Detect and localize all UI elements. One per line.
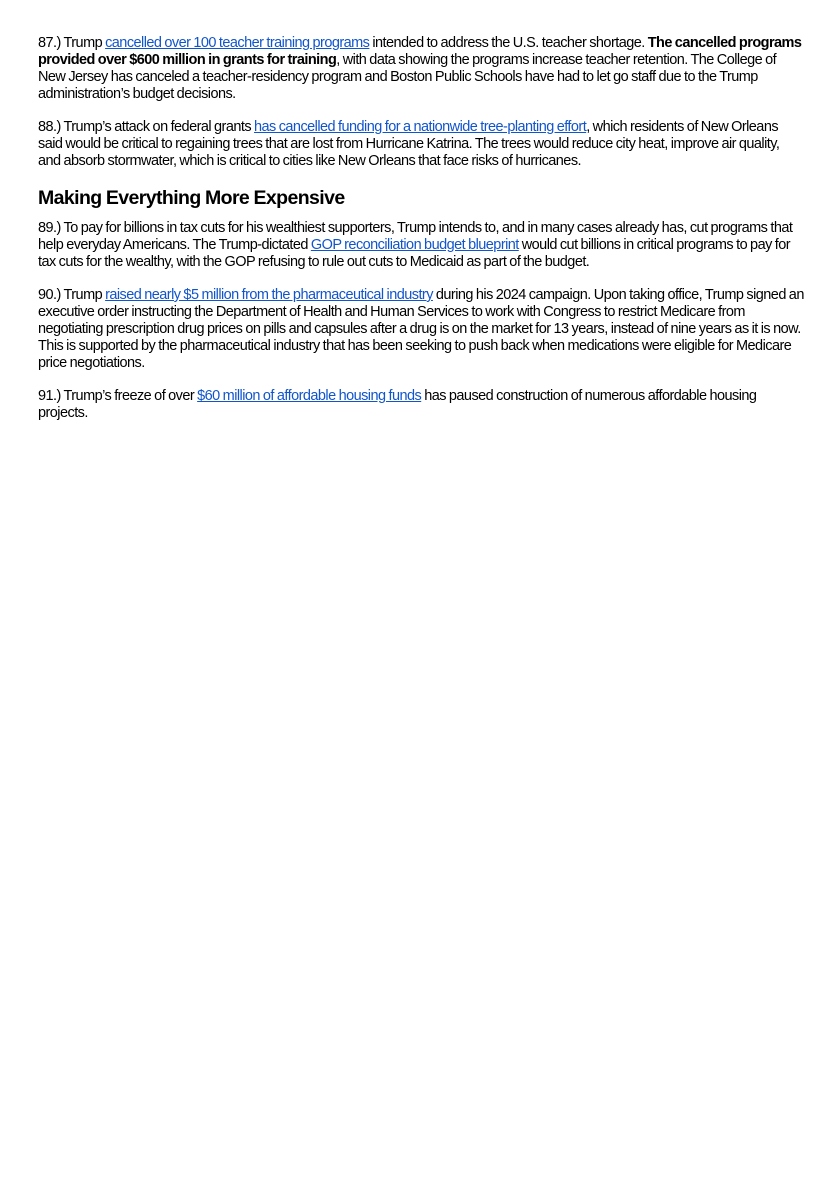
paragraph-88-prefix: 88.) Trump’s attack on federal grants — [38, 119, 255, 135]
paragraph-91 — [38, 388, 804, 422]
link-pharmaceutical-industry[interactable]: raised nearly $5 million from the pharmaceutical industry — [105, 287, 433, 303]
paragraph-91-prefix: 91.) Trump’s freeze of over — [38, 388, 198, 404]
paragraph-87-suffix: , with data showing the programs increase teacher retention. The College of New Jersey has canceled a teacher-residency program and Boston Public Schools have had to let go staff due to the Trump administration’s budget decisions. — [38, 52, 777, 102]
paragraph-89-suffix: would cut billions in critical programs to pay for tax cuts for the wealthy, with the GOP refusing to rule out cuts to Medicaid as part of the budget. — [38, 237, 791, 270]
paragraph-87-bold: The cancelled programs provided over $600 million in grants for training — [38, 35, 802, 68]
document-page — [38, 35, 804, 438]
paragraph-91-suffix: has paused construction of numerous affordable housing projects. — [38, 388, 757, 421]
paragraph-90-prefix: 90.) Trump — [38, 287, 106, 303]
link-tree-planting-effort[interactable]: has cancelled funding for a nationwide tree-planting effort — [254, 119, 587, 135]
paragraph-87-mid: intended to address the U.S. teacher shortage. — [369, 35, 648, 51]
paragraph-90 — [38, 287, 804, 372]
paragraph-89-prefix: 89.) To pay for billions in tax cuts for his wealthiest supporters, Trump intends to, and in many cases already has, cut programs that help everyday Americans. The Trump-dictated — [38, 220, 793, 253]
link-gop-budget-blueprint[interactable]: GOP reconciliation budget blueprint — [310, 237, 519, 253]
paragraph-89 — [38, 220, 804, 271]
section-heading: Making Everything More Expensive — [38, 187, 345, 209]
paragraph-87-prefix: 87.) Trump — [38, 35, 106, 51]
link-teacher-training-programs[interactable]: cancelled over 100 teacher training programs — [105, 35, 370, 51]
paragraph-87 — [38, 35, 804, 103]
paragraph-90-suffix: during his 2024 campaign. Upon taking office, Trump signed an executive order instructing the Department of Health and Human Services to work with Congress to restrict Medicare from negotiating prescription drug prices on pills and capsules after a drug is on the market for 13 years, instead of nine years as it is now. This is supported by the pharmaceutical industry that has been seeking to push back when medications were eligible for Medicare price negotiations. — [38, 287, 804, 371]
paragraph-88-suffix: , which residents of New Orleans said would be critical to regaining trees that are lost from Hurricane Katrina. The trees would reduce city heat, improve air quality, and absorb stormwater, which is critical to cities like New Orleans that face risks of hurricanes. — [38, 119, 780, 169]
paragraph-88 — [38, 119, 804, 170]
link-affordable-housing-funds[interactable]: $60 million of affordable housing funds — [197, 388, 422, 404]
